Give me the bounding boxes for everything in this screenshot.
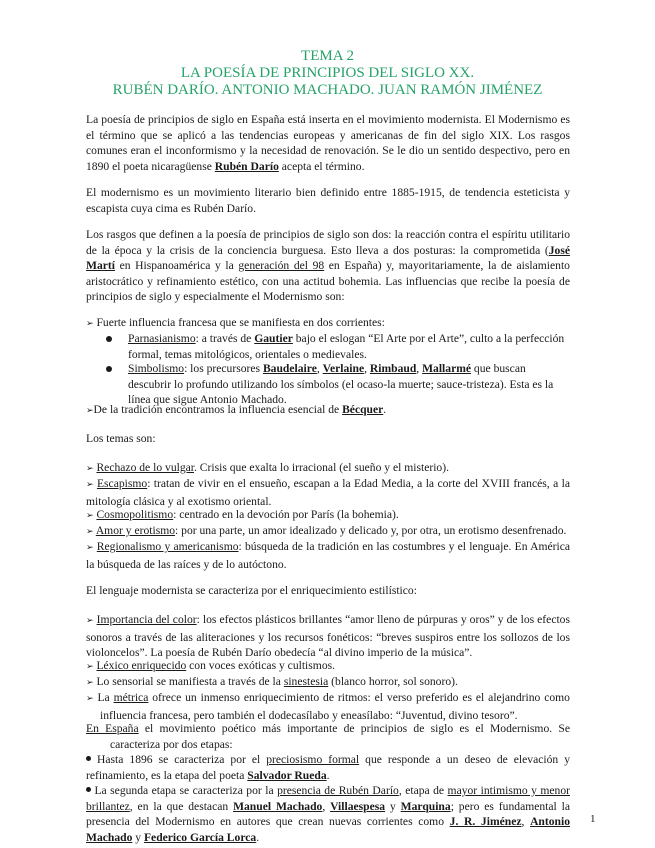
lenguaje-heading: El lenguaje modernista se caracteriza por el enriquecimiento estilístico: <box>86 584 417 597</box>
arrow-bullet-icon: ➢ <box>86 464 94 474</box>
term-lenguaje[interactable]: sinestesia <box>283 675 329 688</box>
title-block <box>60 48 595 99</box>
arrow-bullet-icon: ➢ <box>86 662 94 672</box>
term-simbolismo[interactable]: Simbolismo <box>128 362 185 375</box>
link-becquer[interactable]: Bécquer <box>342 403 384 416</box>
term-tema[interactable]: Amor y erotismo <box>95 524 176 537</box>
espana-paragraph: En España el movimiento poético más importante de principios de siglo es el Modernismo. Se caracteriza por dos etapas: <box>86 722 570 751</box>
arrow-bullet-icon: ➢ <box>86 527 94 537</box>
link-ruben-dario[interactable]: Rubén Darío <box>214 159 279 173</box>
link-generacion-98[interactable]: generación del 98 <box>238 259 325 272</box>
arrow-bullet-icon: ➢ <box>86 616 94 626</box>
link-garcia-lorca[interactable]: Federico García Lorca <box>143 830 257 844</box>
term-lenguaje[interactable]: Importancia del color <box>96 613 197 626</box>
bullet-dot-icon <box>106 336 112 342</box>
link-baudelaire[interactable]: Baudelaire <box>262 362 317 375</box>
link-antonio-machado[interactable]: Antonio Machado <box>86 815 571 844</box>
definition-paragraph: El modernismo es un movimiento literario bien definido entre 1885-1915, de tendencia esteticista y escapista cuya cima es Rubén Darío. <box>86 186 570 215</box>
term-lenguaje[interactable]: métrica <box>113 691 149 704</box>
intro-paragraph: La poesía de principios de siglo en España está inserta en el movimiento modernista. El Modernismo es el término que se aplicó a las tendencias europeas y americanas de fin del siglo XIX. Los rasgos comunes eran el inconformismo y la necesidad de renovación. Se le dio un sentido despectivo, pero en 1890 el poeta nicaragüense Rubén Darío acepta el término. <box>86 113 570 173</box>
tema-item: ➢ Cosmopolitismo: centrado en la devoción por París (la bohemia). <box>86 508 399 521</box>
becquer-line: ➢De la tradición encontramos la influencia esencial de Bécquer. <box>86 403 387 416</box>
link-mallarme[interactable]: Mallarmé <box>422 362 472 375</box>
traits-paragraph: Los rasgos que definen a la poesía de principios de siglo son dos: la reacción contra el espíritu utilitario de la época y la crisis de la conciencia burguesa. Esto lleva a dos posturas: la comprometida (José Martí en Hispanoamérica y la generación del 98 en España) y, mayoritariamente, la de aislamiento aristocrático y refinamiento estético, con una actitud bohemia. Las influencias que recibe la poesía de principios de siglo y especialmente el Modernismo son: <box>86 228 570 303</box>
link-verlaine[interactable]: Verlaine <box>322 362 365 375</box>
title-authors: RUBÉN DARÍO. ANTONIO MACHADO. JUAN RAMÓN JIMÉNEZ <box>112 82 543 98</box>
link-rimbaud[interactable]: Rimbaud <box>369 362 417 375</box>
term-tema[interactable]: Cosmopolitismo <box>96 508 174 521</box>
influence-lead: ➢ Fuerte influencia francesa que se manifiesta en dos corrientes: <box>86 316 385 329</box>
arrow-bullet-icon: ➢ <box>86 319 94 329</box>
term-lenguaje[interactable]: Léxico enriquecido <box>96 659 187 672</box>
term-intimismo[interactable]: mayor intimismo y menor brillantez <box>86 784 570 813</box>
link-jose-marti[interactable]: José Martí <box>86 243 570 272</box>
arrow-bullet-icon: ➢ <box>86 694 94 704</box>
bullet-dot-icon <box>86 787 91 792</box>
term-presencia-dario[interactable]: presencia de Rubén Darío <box>277 784 399 797</box>
title-tema: TEMA 2 <box>301 48 354 64</box>
term-parnasianismo[interactable]: Parnasianismo <box>128 332 196 345</box>
term-tema[interactable]: Escapismo <box>96 477 148 490</box>
temas-heading: Los temas son: <box>86 432 156 445</box>
arrow-bullet-icon: ➢ <box>86 511 94 521</box>
link-villaespesa[interactable]: Villaespesa <box>330 799 386 813</box>
term-tema[interactable]: Regionalismo y americanismo <box>96 540 239 553</box>
arrow-bullet-icon: ➢ <box>86 480 94 490</box>
link-salvador-rueda[interactable]: Salvador Rueda <box>247 768 327 782</box>
term-preciosismo[interactable]: preciosismo formal <box>266 753 360 766</box>
arrow-bullet-icon: ➢ <box>86 406 94 416</box>
term-tema[interactable]: Rechazo de lo vulgar <box>96 461 194 474</box>
page-number: 1 <box>590 813 596 825</box>
bullet-dot-icon <box>86 756 91 761</box>
tema-item: ➢ Amor y erotismo: por una parte, un amor idealizado y delicado y, por otra, un erotismo desenfrenado. <box>86 524 567 537</box>
tema-item: ➢ Regionalismo y americanismo: búsqueda de la tradición en las costumbres y el lenguaje. En América la búsqueda de las raíces y de lo autóctono. <box>86 540 571 571</box>
link-marquina[interactable]: Marquina <box>400 799 451 813</box>
title-subject: LA POESÍA DE PRINCIPIOS DEL SIGLO XX. <box>180 65 475 81</box>
term-en-espana[interactable]: En España <box>86 722 139 735</box>
tema-item: ➢ Escapismo: tratan de vivir en el ensueño, escapan a la Edad Media, a la corte del XVIII francés, a la mitología clásica y al exotismo oriental. <box>86 477 570 508</box>
link-manuel-machado[interactable]: Manuel Machado <box>233 799 323 813</box>
lenguaje-item: ➢ La métrica ofrece un inmenso enriquecimiento de ritmos: el verso preferido es el alejandrino como influencia francesa, pero también el dodecasílabo y eneasílabo: “Juventud, divino tesoro”. <box>86 691 570 722</box>
bullet-dot-icon <box>106 366 112 372</box>
lenguaje-item: ➢ Lo sensorial se manifiesta a través de la sinestesia (blanco horror, sol sonoro). <box>86 675 458 688</box>
lenguaje-item: ➢ Importancia del color: los efectos plásticos brillantes “amor lleno de púrpuras y oros” y de los efectos sonoros a través de las aliteraciones y los recursos fonéticos: “breves suspiros entre los sollozos de los violoncelos”. La poesía de Rubén Darío obedecía “al divino imperio de la música”. <box>86 613 570 659</box>
arrow-bullet-icon: ➢ <box>86 678 94 688</box>
link-gautier[interactable]: Gautier <box>254 332 293 345</box>
etapa-1: Hasta 1896 se caracteriza por el preciosismo formal que responde a un deseo de elevación y refinamiento, es la etapa del poeta Salvador Rueda. <box>86 753 570 782</box>
tema-item: ➢ Rechazo de lo vulgar. Crisis que exalta lo irracional (el sueño y el misterio). <box>86 461 449 474</box>
link-jr-jimenez[interactable]: J. R. Jiménez <box>449 815 522 828</box>
etapa-2: La segunda etapa se caracteriza por la presencia de Rubén Darío, etapa de mayor intimismo y menor brillantez, en la que destacan Manuel Machado, Villaespesa y Marquina; pero es fundamental la presencia del Modernismo en autores que crean nuevas corrientes como J. R. Jiménez, Antonio Machado y Federico García Lorca. <box>86 784 571 844</box>
arrow-bullet-icon: ➢ <box>86 543 94 553</box>
document-page: TEMA 2 LA POESÍA DE PRINCIPIOS DEL SIGLO XX. RUBÉN DARÍO. ANTONIO MACHADO. JUAN RAMÓN JIMÉNEZ La poesía de principios de siglo en España está inserta en el movimiento modernista. El Modernismo es el término que se aplicó a las tendencias europeas y americanas de fin del siglo XIX. Los rasgos comunes eran el inconformismo y la necesidad de renovación. Se le dio un sentido despectivo, pero en 1890 el poeta nicaragüense Rubén Darío acepta el término. El modernismo es un movimiento literario bien definido entre 1885-1915, de tendencia esteticista y escapista cuya cima es Rubén Darío. Los rasgos que definen a la poesía de principios de siglo son dos: la reacción contra el espíritu utilitario de la época y la crisis de la conciencia burguesa. Esto lleva a dos posturas: la comprometida (José Martí en Hispanoamérica y la generación del 98 en España) y, mayoritariamente, la de aislamiento aristocrático y refinamiento estético, con una actitud bohemia. Las influencias que recibe la poesía de principios de siglo y especialmente el Modernismo son: ➢ Fuerte influencia francesa que se manifiesta en dos corrientes: Parnasianismo: a través de Gautier bajo el eslogan “El Arte por el Arte”, culto a la perfección formal, temas mitológicos, orientales o medievales. Simbolismo: los precursores Baudelaire, Verlaine, Rimbaud, Mallarmé que buscan descubrir lo profundo utilizando los símbolos (el ocaso-la muerte; sauce-tristeza). Esta es la línea que sigue Antonio Machado. ➢De la tradición encontramos la influencia esencial de Bécquer. Los temas son: ➢ Rechazo de lo vulgar. Crisis que exalta lo irracional (el sueño y el misterio). ➢ Escapismo: tratan de vivir en el ensueño, escapan a la Edad Media, a la corte del XVIII francés, a la mitología clásica y al exotismo oriental. ➢ Cosmopolitismo: centrado en la devoción por París (la bohemia). ➢ Amor y erotismo: por una parte, un amor idealizado y delicado y, por otra, un erotismo desenfrenado. ➢ Regionalismo y americanismo: búsqueda de la tradición en las costumbres y el lenguaje. En América la búsqueda de las raíces y de lo autóctono. El lenguaje modernista se caracteriza por el enriquecimiento estilístico: ➢ Importancia del color: los efectos plásticos brillantes “amor lleno de púrpuras y oros” y de los efectos sonoros a través de las aliteraciones y los recursos fonéticos: “breves suspiros entre los sollozos de los violoncelos”. La poesía de Rubén Darío obedecía “al divino imperio de la música”. ➢ Léxico enriquecido con voces exóticas y cultismos. ➢ Lo sensorial se manifiesta a través de la sinestesia (blanco horror, sol sonoro). ➢ La métrica ofrece un inmenso enriquecimiento de ritmos: el verso preferido es el alejandrino como influencia francesa, pero también el dodecasílabo y eneasílabo: “Juventud, divino tesoro”. En España el movimiento poético más importante de principios de siglo es el Modernismo. Se caracteriza por dos etapas: Hasta 1896 se caracteriza por el preciosismo formal que responde a un deseo de elevación y refinamiento, es la etapa del poeta Salvador Rueda. La segunda etapa se caracteriza por la presencia de Rubén Darío, etapa de mayor intimismo y menor brillantez, en la que destacan Manuel Machado, Villaespesa y Marquina; pero es fundamental la presencia del Modernismo en autores que crean nuevas corrientes como J. R. Jiménez, Antonio Machado y Federico García Lorca. 1 <box>0 0 655 848</box>
lenguaje-item: ➢ Léxico enriquecido con voces exóticas y cultismos. <box>86 659 336 672</box>
